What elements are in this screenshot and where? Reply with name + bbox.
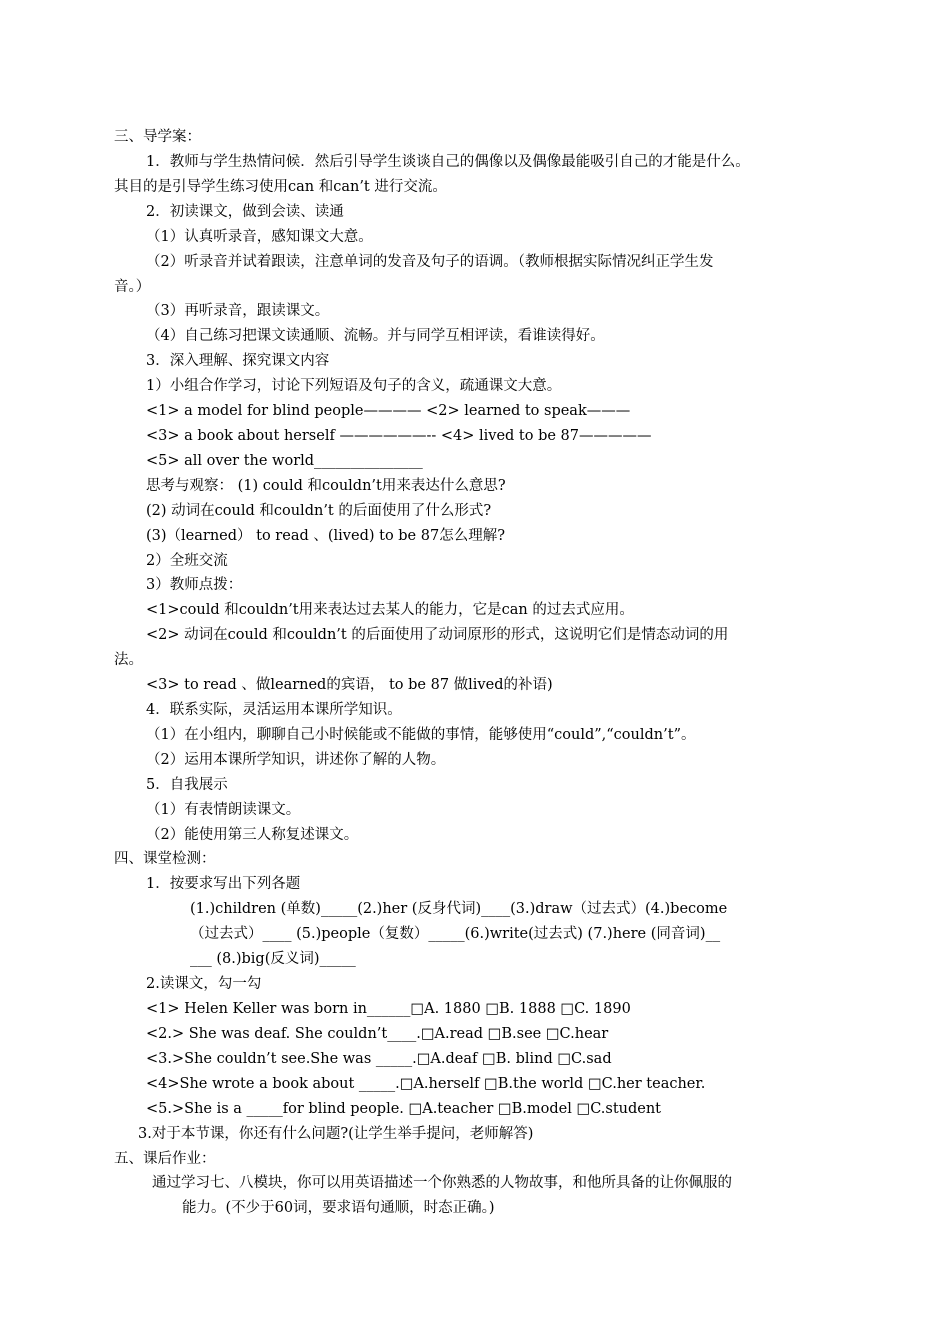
text-line: (2) 动词在could 和couldn’t 的后面使用了什么形式? xyxy=(146,503,492,519)
quiz-question: <1> Helen Keller was born in______□A. 1880 □B. 1888 □C. 1890 xyxy=(146,1001,631,1017)
quiz-question: <2.> She was deaf. She couldn’t____.□A.read □B.see □C.hear xyxy=(146,1026,609,1042)
text-line: 音。） xyxy=(114,279,151,295)
text-line: （2）能使用第三人称复述课文。 xyxy=(146,827,359,843)
phrase-line: <1> a model for blind people———— <2> learned to speak——— xyxy=(146,403,631,419)
exercise-line: （过去式）____ (5.)people（复数）_____(6.)write(过去式) (7.)here (同音词)__ xyxy=(190,926,721,942)
text-line: (3)（learned） to read 、(lived) to be 87怎么理解? xyxy=(146,528,505,544)
text-line: <3> to read 、做learned的宾语， to be 87 做lived的补语) xyxy=(146,677,553,693)
text-line: （1）认真听录音，感知课文大意。 xyxy=(146,229,373,245)
quiz-question: <5.>She is a _____for blind people. □A.teacher □B.model □C.student xyxy=(146,1101,662,1117)
text-line: （2）运用本课所学知识，讲述你了解的人物。 xyxy=(146,752,446,768)
quiz-question: <4>She wrote a book about _____.□A.herself □B.the world □C.her teacher. xyxy=(146,1076,706,1092)
text-line: （3）再听录音，跟读课文。 xyxy=(146,303,330,319)
section-4-heading: 四、课堂检测： xyxy=(114,851,216,867)
text-line: <1>could 和couldn’t用来表达过去某人的能力，它是can 的过去式应用。 xyxy=(146,602,634,618)
text-line: 1．按要求写出下列各题 xyxy=(146,876,301,892)
text-line: 3）教师点拨： xyxy=(146,577,243,593)
exercise-line: ___ (8.)big(反义词)_____ xyxy=(190,951,356,967)
text-line: 通过学习七、八模块，你可以用英语描述一个你熟悉的人物故事，和他所具备的让你佩服的 xyxy=(152,1175,732,1191)
text-line: <2> 动词在could 和couldn’t 的后面使用了动词原形的形式，这说明它们是情态动词的用 xyxy=(146,627,729,643)
phrase-line: <3> a book about herself ——————-- <4> lived to be 87————— xyxy=(146,428,652,444)
text-line: 2．初读课文，做到会读、读通 xyxy=(146,204,344,220)
exercise-line: (1.)children (单数)_____(2.)her (反身代词)____(3.)draw（过去式）(4.)become xyxy=(190,901,728,917)
phrase-line: <5> all over the world_______________ xyxy=(146,453,423,469)
text-line: 4．联系实际，灵活运用本课所学知识。 xyxy=(146,702,402,718)
text-line: 其目的是引导学生练习使用can 和can’t 进行交流。 xyxy=(114,179,447,195)
text-line: （1）在小组内，聊聊自己小时候能或不能做的事情，能够使用“could”,“couldn’t”。 xyxy=(146,727,696,743)
text-line: 思考与观察： (1) could 和couldn’t用来表达什么意思? xyxy=(146,478,506,494)
text-line: （2）听录音并试着跟读，注意单词的发音及句子的语调。（教师根据实际情况纠正学生发 xyxy=(146,254,714,270)
text-line: 2.读课文，勾一勾 xyxy=(146,976,262,992)
text-line: 法。 xyxy=(114,652,143,668)
text-line: 1）小组合作学习，讨论下列短语及句子的含义，疏通课文大意。 xyxy=(146,378,562,394)
text-line: 1．教师与学生热情问候．然后引导学生谈谈自己的偶像以及偶像最能吸引自己的才能是什么。 xyxy=(146,154,750,170)
quiz-question: <3.>She couldn’t see.She was _____.□A.deaf □B. blind □C.sad xyxy=(146,1051,612,1067)
text-line: 2）全班交流 xyxy=(146,553,228,569)
text-line: 3．深入理解、探究课文内容 xyxy=(146,353,330,369)
section-5-heading: 五、课后作业： xyxy=(114,1151,216,1167)
text-line: 3.对于本节课，你还有什么问题?(让学生举手提问，老师解答) xyxy=(138,1126,534,1142)
text-line: （1）有表情朗读课文。 xyxy=(146,802,301,818)
section-3-heading: 三、导学案： xyxy=(114,129,201,145)
text-line: 5．自我展示 xyxy=(146,777,228,793)
text-line: 能力。(不少于60词，要求语句通顺，时态正确。) xyxy=(182,1200,495,1216)
text-line: （4）自己练习把课文读通顺、流畅。并与同学互相评读，看谁读得好。 xyxy=(146,328,605,344)
